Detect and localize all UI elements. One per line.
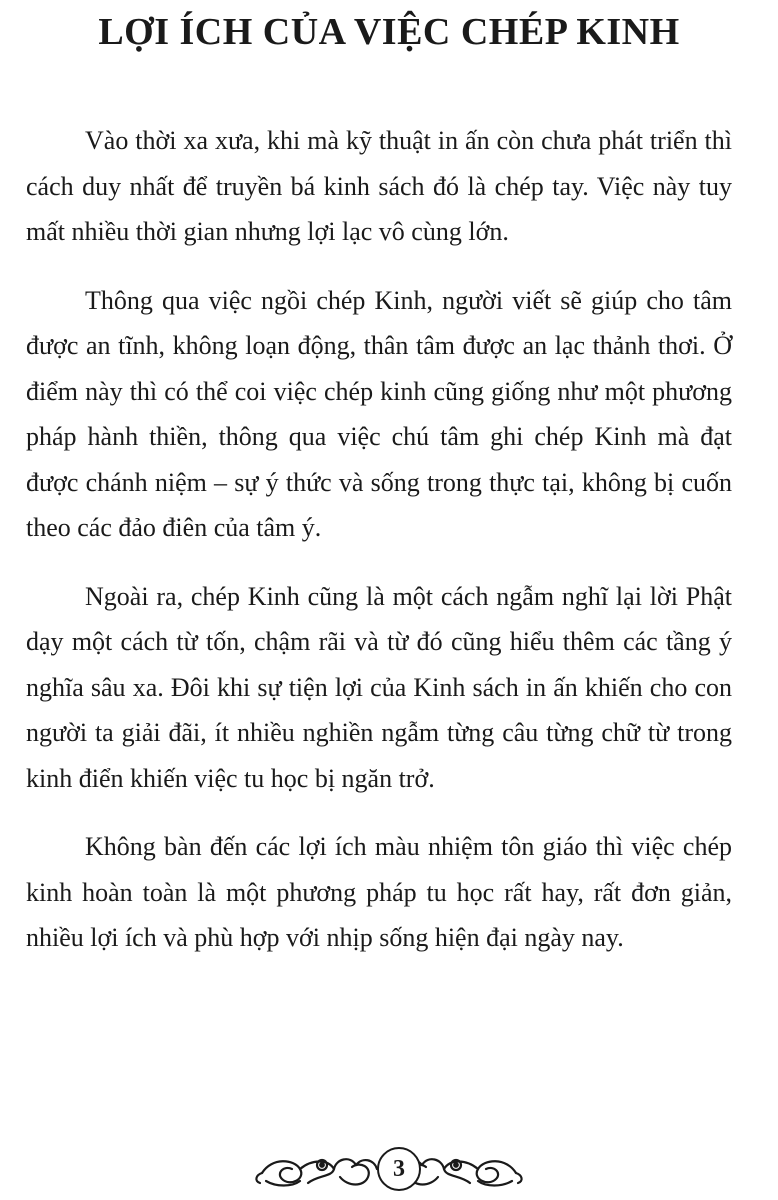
- paragraph-1: Vào thời xa xưa, khi mà kỹ thuật in ấn còn chưa phát triển thì cách duy nhất để truyền bá kinh sách đó là chép tay. Việc này tuy mất nhiều thời gian nhưng lợi lạc vô cùng lớn.: [26, 126, 732, 246]
- paragraph-2: Thông qua việc ngồi chép Kinh, người viết sẽ giúp cho tâm được an tĩnh, không loạn động, thân tâm được an lạc thảnh thơi. Ở điểm này thì có thể coi việc chép kinh cũng giống như một phương pháp hành thiền, thông qua việc chú tâm ghi chép Kinh mà đạt được chánh niệm – sự ý thức và sống trong thực tại, không bị cuốn theo các đảo điên của tâm ý.: [26, 285, 732, 542]
- page-number: 3: [377, 1147, 421, 1191]
- paragraph-3: Ngoài ra, chép Kinh cũng là một cách ngẫm nghĩ lại lời Phật dạy một cách từ tốn, chậm rãi và từ đó cũng hiểu thêm các tầng ý nghĩa sâu xa. Đôi khi sự tiện lợi của Kinh sách in ấn khiến cho con người ta giải đãi, ít nhiều nghiền ngẫm từng câu từng chữ từ trong kinh điển khiến việc tu học bị ngăn trở.: [26, 581, 732, 793]
- body-text: [26, 118, 732, 984]
- page-title: LỢI ÍCH CỦA VIỆC CHÉP KINH: [98, 11, 680, 53]
- page-footer: [0, 1137, 778, 1199]
- paragraph-4: Không bàn đến các lợi ích màu nhiệm tôn giáo thì việc chép kinh hoàn toàn là một phương pháp tu học rất hay, rất đơn giản, nhiều lợi ích và phù hợp với nhịp sống hiện đại ngày nay.: [26, 832, 732, 952]
